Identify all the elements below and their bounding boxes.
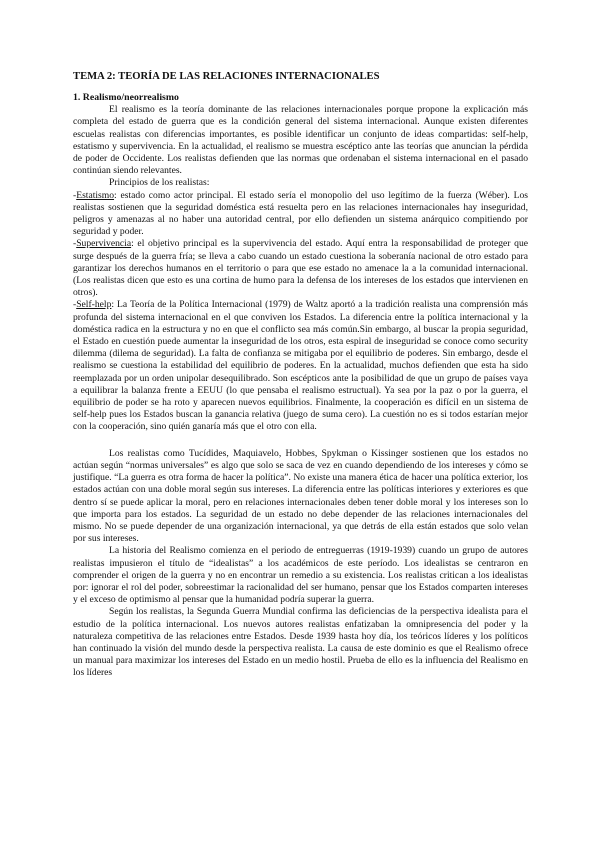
document-page <box>73 70 528 680</box>
principle-estatismo: -Estatismo: estado como actor principal. El estado sería el monopolio del uso legítimo de la fuerza (Wéber). Los realistas sostienen que la seguridad doméstica está resuelta pero en las relaciones internacionales hay inseguridad, peligros y amenazas al no haber una autoridad central, por ello defienden un sistema anárquico compitiendo por seguridad y poder. <box>73 189 528 238</box>
paragraph-spacer <box>73 434 528 448</box>
principle-text: : La Teoría de la Política Internacional (1979) de Waltz aportó a la tradición realista una comprensión más profunda del sistema internacional en el que conviven los Estados. La diferencia entre la política internacional y la doméstica radica en la estructura y no en que el conflicto sea más común.Sin embargo, al buscar la propia seguridad, el Estado en cuestión puede aumentar la inseguridad de los otros, esta espiral de inseguridad se conoce como security dilemma (dilema de seguridad). La falta de confianza se mitigaba por el equilibrio de poderes. Sin embargo, desde el realismo se cuestiona la estabilidad del equilibrio de poderes. En la actualidad, muchos defienden que esta ha sido reemplazada por un orden unipolar desequilibrado. Son escépticos ante la posibilidad de que un grupo de países vaya a equilibrar la balanza frente a EEUU (lo que pensaba el realismo estructual). Ya sea por la paz o por la guerra, el equilibrio de poder se ha roto y aparecen nuevos equilibrios. Finalmente, la cooperación es difícil en un sistema de self-help pues los Estados buscan la ganancia relativa (juego de suma cero). La cuestión no es si todos estarían mejor con la cooperación, sino quién ganaría más que el otro con ella. <box>73 299 528 433</box>
principle-self-help: -Self-help: La Teoría de la Política Internacional (1979) de Waltz aportó a la tradición realista una comprensión más profunda del sistema internacional en el que conviven los Estados. La diferencia entre la política internacional y la doméstica radica en la estructura y no en que el conflicto sea más común.Sin embargo, al buscar la propia seguridad, el Estado en cuestión puede aumentar la inseguridad de los otros, esta espiral de inseguridad se conoce como security dilemma (dilema de seguridad). La falta de confianza se mitigaba por el equilibrio de poderes. Sin embargo, desde el realismo se cuestiona la estabilidad del equilibrio de poderes. En la actualidad, muchos defienden que esta ha sido reemplazada por un orden unipolar desequilibrado. Son escépticos ante la posibilidad de que un grupo de países vaya a equilibrar la balanza frente a EEUU (lo que pensaba el realismo estructual). Ya sea por la paz o por la guerra, el equilibrio de poder se ha roto y aparecen nuevos equilibrios. Finalmente, la cooperación es difícil en un sistema de self-help pues los Estados buscan la ganancia relativa (juego de suma cero). La cuestión no es si todos estarían mejor con la cooperación, sino quién ganaría más que el otro con ella. <box>73 299 528 433</box>
principle-term: Supervivencia <box>76 238 132 250</box>
principle-supervivencia: -Supervivencia: el objetivo principal es la supervivencia del estado. Aquí entra la responsabilidad de proteger que surge después de la guerra fría; se lleva a cabo cuando un estado cuestiona la soberanía nacional de otro estado para garantizar los derechos humanos en el territorio o para que ese estado no amenace la a la comunidad internacional. (Los realistas dicen que esto es una cortina de humo para la defensa de los intereses de los estados que intervienen en otros). <box>73 238 528 299</box>
body-paragraph: Según los realistas, la Segunda Guerra Mundial confirma las deficiencias de la perspectiva idealista para el estudio de la política internacional. Los nuevos autores realistas enfatizaban la omnipresencia del poder y la naturaleza competitiva de las relaciones entre Estados. Desde 1939 hasta hoy día, los teóricos líderes y los políticos han continuado la visión del mundo desde la perspectiva realista. La causa de este dominio es que el Realismo ofrece un manual para maximizar los intereses del Estado en un medio hostil. Prueba de ello es la influencia del Realismo en los líderes <box>73 606 528 679</box>
principle-text: : estado como actor principal. El estado sería el monopolio del uso legítimo de la fuerza (Wéber). Los realistas sostienen que la seguridad doméstica está resuelta pero en las relaciones internacionales hay inseguridad, peligros y amenazas al no haber una autoridad central, por ello defienden un sistema anárquico compitiendo por seguridad y poder. <box>73 189 528 238</box>
intro-paragraph: El realismo es la teoría dominante de las relaciones internacionales porque propone la explicación más completa del estado de guerra que es la condición general del sistema internacional. Aunque existen diferentes escuelas realistas con diferencias importantes, es posible identificar un conjunto de ideas compartidas: self-help, estatismo y supervivencia. En la actualidad, el realismo se muestra escéptico ante las teorías que anuncian la pérdida de poder de Occidente. Los realistas defienden que las normas que ordenaban el sistema internacional en el pasado continúan siendo relevantes. <box>73 104 528 177</box>
principles-intro: Principios de los realistas: <box>109 177 210 189</box>
document-title: TEMA 2: TEORÍA DE LAS RELACIONES INTERNACIONALES <box>73 71 380 82</box>
principle-text: : el objetivo principal es la supervivencia del estado. Aquí entra la responsabilidad de proteger que surge después de la guerra fría; se lleva a cabo cuando un estado cuestiona la soberanía nacional de otro estado para garantizar los derechos humanos en el territorio o para que ese estado no amenace la a la comunidad internacional. (Los realistas dicen que esto es una cortina de humo para la defensa de los intereses de los estados que intervienen en otros). <box>73 238 528 299</box>
principle-term: Estatismo <box>76 189 115 201</box>
principle-term: Self-help <box>76 299 112 311</box>
body-paragraph: Los realistas como Tucídides, Maquiavelo, Hobbes, Spykman o Kissinger sostienen que los estados no actúan según “normas universales” es algo que solo se saca de vez en cuando dependiendo de los intereses y cómo se justifique. “La guerra es otra forma de hacer la política”. No existe una manera ética de hacer una política exterior, los estados actúan con una doble moral según sus intereses. La diferencia entre las políticas interiores y exteriores es que dentro sí se puede aplicar la moral, pero en relaciones internacionales deben tener doble moral y los intereses son lo que importa para los estados. La seguridad de un estado no debe depender de las relaciones internacionales del mismo. No se puede depender de una organización internacional, ya que detrás de ella están estados que solo velan por sus intereses. <box>73 447 528 545</box>
section-heading: 1. Realismo/neorrealismo <box>73 92 179 103</box>
body-paragraph: La historia del Realismo comienza en el periodo de entreguerras (1919-1939) cuando un grupo de autores realistas impusieron el título de “idealistas” a los académicos de este período. Los idealistas se centraron en comprender el origen de la guerra y no en encontrar un remedio a su existencia. Los realistas critican a los idealistas por: ignorar el rol del poder, sobreestimar la racionalidad del ser humano, pensar que los Estados comparten intereses y el exceso de optimismo al pensar que la humanidad podría superar la guerra. <box>73 545 528 606</box>
